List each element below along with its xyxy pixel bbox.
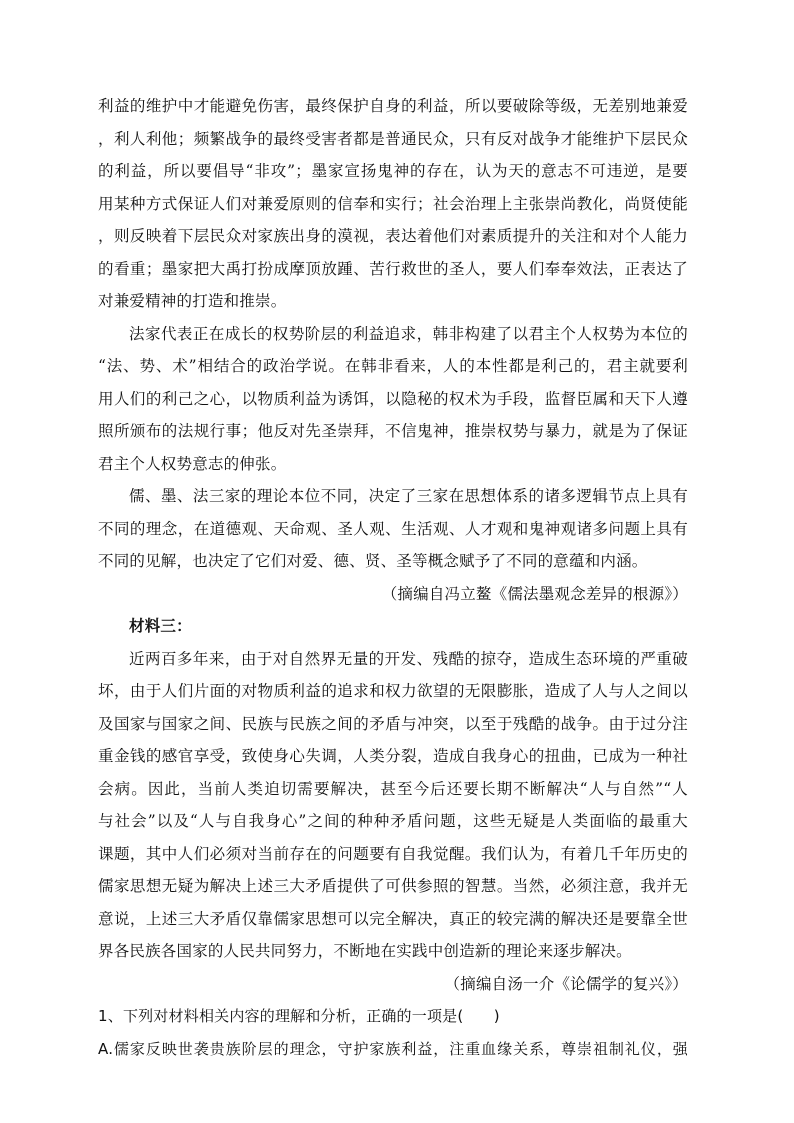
source-citation-2: （摘编自汤一介《论儒学的复兴》）: [444, 974, 688, 993]
p1-line-7: 对兼爱精神的打造和推崇。: [98, 292, 287, 310]
p4-line-1: 近两百多年来，由于对自然界无量的开发、残酷的掠夺，造成生态环境的严重破: [129, 649, 688, 668]
p1-line-5: ，则反映着下层民众对家族出身的漠视，表达着他们对素质提升的关注和对个人能力: [98, 227, 688, 245]
article-body: [98, 90, 688, 1065]
p4-line-4: 重金钱的感官享受，致使身心失调，人类分裂，造成自我身心的扭曲，已成为一种社: [98, 747, 688, 765]
material-3-heading: 材料三：: [129, 616, 192, 635]
p4-line-8: 儒家思想无疑为解决上述三大矛盾提供了可供参照的智慧。当然，必须注意，我并无: [98, 877, 688, 895]
p1-line-6: 的看重；墨家把大禹打扮成摩顶放踵、苦行救世的圣人，要人们奉奉效法，正表达了: [98, 259, 688, 278]
question-1: 1、下列对材料相关内容的理解和分析，正确的一项是( ): [98, 1007, 500, 1025]
question-1-option-a: A.儒家反映世袭贵族阶层的理念，守护家族利益，注重血缘关系，尊崇祖制礼仪，强: [98, 1039, 688, 1058]
p3-line-1: 儒、墨、法三家的理论本位不同，决定了三家在思想体系的诸多逻辑节点上具有: [129, 487, 688, 505]
p2-line-1: 法家代表正在成长的权势阶层的利益追求，韩非构建了以君主个人权势为本位的: [129, 324, 688, 343]
p4-line-5: 会病。因此，当前人类迫切需要解决，甚至今后还要长期不断解决“人与自然”“人: [98, 779, 688, 798]
p2-line-4: 照所颁布的法规行事；他反对先圣崇拜，不信鬼神，推崇权势与暴力，就是为了保证: [98, 422, 688, 440]
p4-line-6: 与社会”以及“人与自我身心”之间的种种矛盾问题，这些无疑是人类面临的最重大: [98, 812, 688, 830]
p3-line-3: 不同的见解，也决定了它们对爱、德、贤、圣等概念赋予了不同的意蕴和内涵。: [98, 552, 648, 570]
p3-line-2: 不同的理念，在道德观、天命观、圣人观、生活观、人才观和鬼神观诸多问题上具有: [98, 519, 688, 538]
p4-line-3: 及国家与国家之间、民族与民族之间的矛盾与冲突，以至于残酷的战争。由于过分注: [98, 714, 688, 733]
p1-line-3: 的利益，所以要倡导“非攻”；墨家宣扬鬼神的存在，认为天的意志不可违逆，是要: [98, 162, 688, 180]
p2-line-5: 君主个人权势意志的伸张。: [98, 454, 287, 473]
p4-line-10: 界各民族各国家的人民共同努力，不断地在实践中创造新的理论来逐步解决。: [98, 942, 632, 960]
p4-line-9: 意说，上述三大矛盾仅靠儒家思想可以完全解决，真正的较完满的解决还是要靠全世: [98, 909, 688, 928]
source-citation-1: （摘编自冯立鳌《儒法墨观念差异的根源》）: [381, 584, 688, 603]
p1-line-4: 用某种方式保证人们对兼爱原则的信奉和实行；社会治理上主张崇尚教化，尚贤使能: [98, 194, 688, 213]
p1-line-2: ，利人利他；频繁战争的最终受害者都是普通民众，只有反对战争才能维护下层民众: [98, 129, 688, 148]
p2-line-3: 用人们的利己之心，以物质利益为诱饵，以隐秘的权术为手段，监督臣属和天下人遵: [98, 389, 688, 408]
p4-line-7: 课题，其中人们必须对当前存在的问题要有自我觉醒。我们认为，有着几千年历史的: [98, 844, 688, 863]
p1-line-1: 利益的维护中才能避免伤害，最终保护自身的利益，所以要破除等级，无差别地兼爱: [98, 97, 688, 115]
p2-line-2: “法、势、术”相结合的政治学说。在韩非看来，人的本性都是利己的，君主就要利: [98, 357, 688, 375]
p4-line-2: 坏，由于人们片面的对物质利益的追求和权力欲望的无限膨胀，造成了人与人之间以: [98, 682, 688, 700]
